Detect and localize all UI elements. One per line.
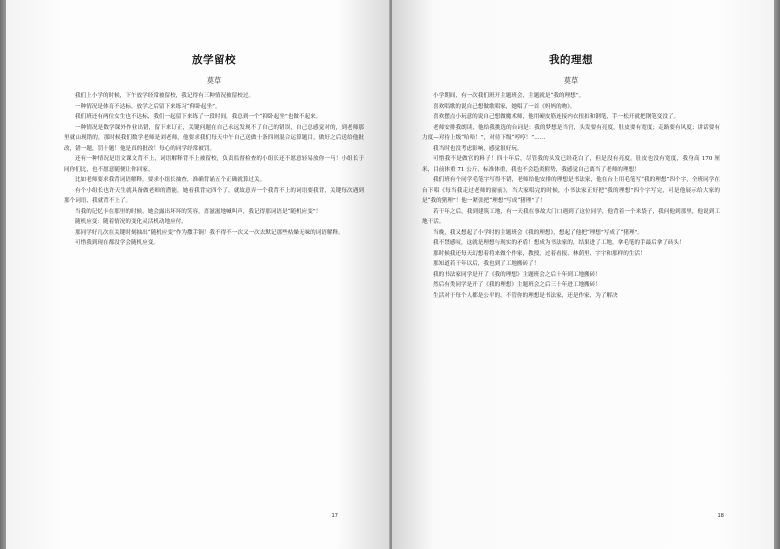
- paragraph: 一种情况是体育不达标，放学之后留下来练习“仰卧起坐”。: [75, 103, 221, 110]
- left-page: [6, 0, 390, 549]
- paragraph: 那时候我还每天幻想着将来做个作家，教授，过着看报、林荫里、宇宇和那样的生活！: [433, 250, 646, 257]
- paragraph: 当我的记忆卡在那里的时候，她会露出坏坏的笑容，喜滋滋地喊叫声，我记得那词语是“随机应变”！: [75, 208, 322, 215]
- paragraph: 我们上小学的时候，下午放学经常被留校，我记得有三种情况被留校过。: [75, 93, 255, 99]
- paragraph: 然后有类同学是开了《我的理想》主题班会之后三十年进工地搬砖！: [433, 282, 601, 288]
- paragraph: 随机应变：随着情况的变化灵活机动地应付。: [75, 219, 187, 225]
- paragraph: 有个小组长也许天生就具备做老师的潜能，她看我背完四个了，就故意弄一个我背不上的词语要我背，关键每次遇到那个词语，我就背不上了。: [64, 187, 364, 204]
- author-name: 莫草: [563, 76, 579, 85]
- paragraph: 还有一种情况是语文课文背不上，词语解释背不上被留校，负责监督检查的小组长还不愿意轻易放你一马！小组长于同你们比，也不愿意随便让你回家。: [64, 156, 364, 173]
- paragraph: 喜欢唱歌的说自己想做歌唱家，她唱了一首《妈妈的吻》。: [433, 103, 576, 110]
- paragraph: 我们班还有两位女生也不达标，我们一起留下来练了一段时间，我总到一个“抑卧起坐”也做不起来。: [75, 114, 322, 120]
- author-name: 莫草: [206, 76, 222, 85]
- paragraph: 当晚，我又想起了小学时的主题班会《我的理想》，想起了他把“理想”写成了“猪理”。: [433, 229, 644, 236]
- paragraph: 老师安排我朗读，他给我挑选的台词是：我的梦想是当官，头发要有亮度，肚皮要有宽度；走路要有风度；讲话要有力度—对待上级“哈哈！”，对待下级“哼哼！”……: [422, 124, 720, 141]
- paragraph: 那知道若干年以后，我也到了工地搬砖了！: [433, 261, 540, 267]
- paragraph: 一种情况是数学课外作业出错，留下来订正，关键问题在自己永远发现不了自己的错误，自己总感觉对的，到老师那里就山现错的，那时候我们数学老师是刘老师，他要求我们每天中午自己送做十条四则混合运算题目，做好之后送给他批改，错一题，罚十题！他是真的批改！每心的同学经常被罚。: [64, 124, 364, 152]
- paragraph: 我当时也没考虑影响，感觉很好玩。: [433, 145, 523, 152]
- paragraph: 可惜我到现在都没学会随机应变。: [75, 240, 159, 246]
- paragraph: 我的书法家同学是开了《我的理想》主题班会之后十年到工地搬砖！: [433, 271, 601, 278]
- paragraph: 我们班有个同学毛笔字写得不错，老师给他安排的理想是书法家，他在台上用毛笔写“我的理想”四个字，全班同学在台下唱《每当我走过老师的窗前》，当大家唱完的时候，小书法家正好把“我的理想”四个字写完，可是他展示给大家的是“我的猪理”！他一紧张把“理想”写成“猪理”了！: [422, 177, 720, 204]
- page-number: 18: [717, 513, 724, 519]
- page-title: 放学留校: [192, 54, 236, 66]
- page-title: 我的理想: [549, 54, 593, 66]
- paragraph: 小学期间，有一次我们班开主题班会，主题就是“我的理想”。: [433, 93, 585, 99]
- paragraph: 可惜我不是做官的料子！四十年后，尽管我的头发已经花白了，但是没有亮度，肚皮也没有宽度，我身高 170 厘米，目前体重 71 公斤，标准体重，我也不会趋炎附势，我感觉自己离当了老师的理想！: [422, 156, 720, 173]
- page-number: 17: [331, 513, 338, 519]
- paragraph: 那同学好几次在关键时刻抽出“随机应变”作为撒手锏！我不得不一次又一次去默记那些枯燥无味的词语解释。: [75, 229, 344, 236]
- paragraph: 比如老师要求我背词语解释，要求小组长抽查，准确背诵五个正确就算过关。: [75, 177, 266, 183]
- paragraph: 喜欢摆点小玩意的说自己想做魔术师，他用硬皮筋连接内衣扭扣和钢笔，手一松开就把钢笔变没了。: [433, 114, 680, 120]
- paragraph: 若干年之后，我到建筑工地，有一天我在事故大门口遇到了这位同学，他背着一个米袋子，我问他到那里，他说到工地干活。: [422, 208, 720, 225]
- page-body: [64, 91, 364, 249]
- paragraph: 我不禁感叹，这就是理想与现实的矛盾！想成为书法家的，结果进了工地，拿毛笔的手最后拿了砖头！: [433, 240, 685, 246]
- right-page: [392, 0, 774, 549]
- page-body: [422, 91, 720, 301]
- paragraph: 生活对于每个人都是公平的，不管你的理想是书法家，还是作家，为了解决: [433, 292, 618, 299]
